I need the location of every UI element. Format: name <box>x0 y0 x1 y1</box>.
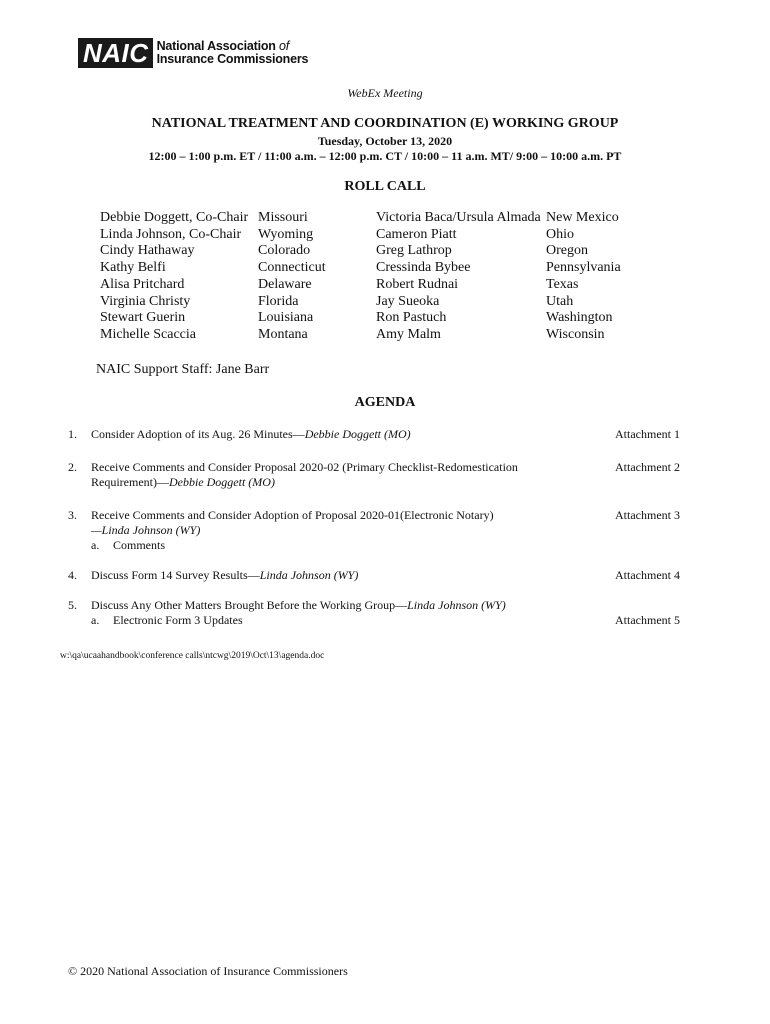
member-name: Michelle Scaccia <box>100 326 197 342</box>
member-name: Robert Rudnai <box>376 276 459 292</box>
member-name: Jay Sueoka <box>376 293 440 309</box>
agenda-item-attachment: Attachment 2 <box>615 460 680 474</box>
agenda-sub-item <box>91 538 551 553</box>
meeting-type: WebEx Meeting <box>347 86 423 100</box>
member-name: Stewart Guerin <box>100 310 186 326</box>
member-state: Washington <box>546 310 613 326</box>
agenda-item-number: 5. <box>68 598 77 612</box>
agenda-item-text <box>91 427 551 442</box>
logo-name-line1: National Association <box>156 39 276 53</box>
roll-call-right-states <box>546 210 621 344</box>
logo-mark: NAIC <box>78 38 153 68</box>
member-state: Connecticut <box>258 260 326 276</box>
member-state: Wyoming <box>258 226 314 242</box>
file-path: w:\qa\ucaahandbook\conference calls\ntcwg\2019\Oct\13\agenda.doc <box>60 651 325 661</box>
member-state: Pennsylvania <box>546 260 621 276</box>
agenda-sub-item-letter: a. <box>91 538 100 552</box>
agenda-item-number: 1. <box>68 427 77 441</box>
agenda-item-description: Receive Comments and Consider Proposal 2020-02 (Primary Checklist-Redomestication Requirement)— <box>91 460 518 489</box>
agenda-item-4 <box>0 568 770 588</box>
agenda-item-text <box>91 460 551 490</box>
agenda-item-description: Discuss Form 14 Survey Results— <box>91 568 260 582</box>
naic-logo <box>78 38 308 68</box>
member-name: Linda Johnson, Co-Chair <box>100 226 242 242</box>
member-name: Virginia Christy <box>100 293 191 309</box>
member-state: Colorado <box>258 243 311 259</box>
agenda-sub-item-text: Comments <box>113 538 166 552</box>
member-state: Delaware <box>258 276 312 292</box>
agenda-item-number: 2. <box>68 460 77 474</box>
page-title: NATIONAL TREATMENT AND COORDINATION (E) WORKING GROUP <box>151 116 619 131</box>
member-name: Amy Malm <box>376 326 441 342</box>
agenda-item-text <box>91 508 551 553</box>
logo-name-line2: Insurance Commissioners <box>156 52 309 66</box>
agenda-sub-item-text: Electronic Form 3 Updates <box>113 613 243 627</box>
member-name: Cressinda Bybee <box>376 260 471 276</box>
member-state: Missouri <box>258 210 308 225</box>
roll-call-heading: ROLL CALL <box>344 179 426 194</box>
roll-call-left-states <box>258 210 326 344</box>
agenda-item-5 <box>0 598 770 632</box>
meeting-times: 12:00 – 1:00 p.m. ET / 11:00 a.m. – 12:00 p.m. CT / 10:00 – 11 a.m. MT/ 9:00 – 10:00 a.m. PT <box>148 149 622 163</box>
member-state: Utah <box>546 293 574 309</box>
agenda-item-description: Consider Adoption of its Aug. 26 Minutes— <box>91 427 305 441</box>
roll-call-left-names <box>100 210 248 344</box>
member-name: Kathy Belfi <box>100 260 166 276</box>
agenda-item-description: Receive Comments and Consider Adoption of Proposal 2020-01(Electronic Notary) <box>91 508 494 522</box>
agenda-item-3 <box>0 508 770 556</box>
member-state: Wisconsin <box>546 326 605 342</box>
agenda-item-presenter: Linda Johnson (WY) <box>407 598 506 612</box>
agenda-item-presenter: Debbie Doggett (MO) <box>304 427 411 441</box>
agenda-item-2 <box>0 460 770 494</box>
agenda-item-attachment: Attachment 3 <box>615 508 680 522</box>
logo-name <box>157 40 309 66</box>
support-staff: NAIC Support Staff: Jane Barr <box>96 362 270 377</box>
agenda-item-1 <box>0 427 770 447</box>
agenda-sub-item-letter: a. <box>91 613 100 627</box>
roll-call-right-names <box>376 210 541 344</box>
member-name: Greg Lathrop <box>376 243 452 259</box>
member-state: New Mexico <box>546 210 619 225</box>
member-name: Alisa Pritchard <box>100 276 185 292</box>
agenda-item-presenter: —Linda Johnson (WY) <box>91 523 201 537</box>
member-state: Montana <box>258 326 308 342</box>
member-name: Cameron Piatt <box>376 226 457 242</box>
agenda-item-number: 4. <box>68 568 77 582</box>
member-name: Debbie Doggett, Co-Chair <box>100 210 249 225</box>
agenda-item-attachment: Attachment 1 <box>615 427 680 441</box>
agenda-item-attachment: Attachment 5 <box>615 613 680 627</box>
member-state: Texas <box>546 276 579 292</box>
member-name: Victoria Baca/Ursula Almada <box>376 210 541 225</box>
member-name: Cindy Hathaway <box>100 243 195 259</box>
member-state: Oregon <box>546 243 588 259</box>
member-state: Ohio <box>546 226 574 242</box>
member-state: Florida <box>258 293 299 309</box>
agenda-sub-item <box>91 613 551 628</box>
agenda-item-text <box>91 598 551 628</box>
member-name: Ron Pastuch <box>376 310 447 326</box>
agenda-item-description: Discuss Any Other Matters Brought Before the Working Group— <box>91 598 408 612</box>
agenda-item-number: 3. <box>68 508 77 522</box>
logo-name-of: of <box>279 39 290 53</box>
agenda-item-attachment: Attachment 4 <box>615 568 680 582</box>
agenda-item-presenter: Linda Johnson (WY) <box>259 568 359 582</box>
meeting-date: Tuesday, October 13, 2020 <box>317 134 453 148</box>
member-state: Louisiana <box>258 310 314 326</box>
copyright: © 2020 National Association of Insurance Commissioners <box>68 964 348 978</box>
agenda-item-presenter: Debbie Doggett (MO) <box>168 475 275 489</box>
agenda-heading: AGENDA <box>354 395 416 410</box>
agenda-item-text <box>91 568 551 583</box>
